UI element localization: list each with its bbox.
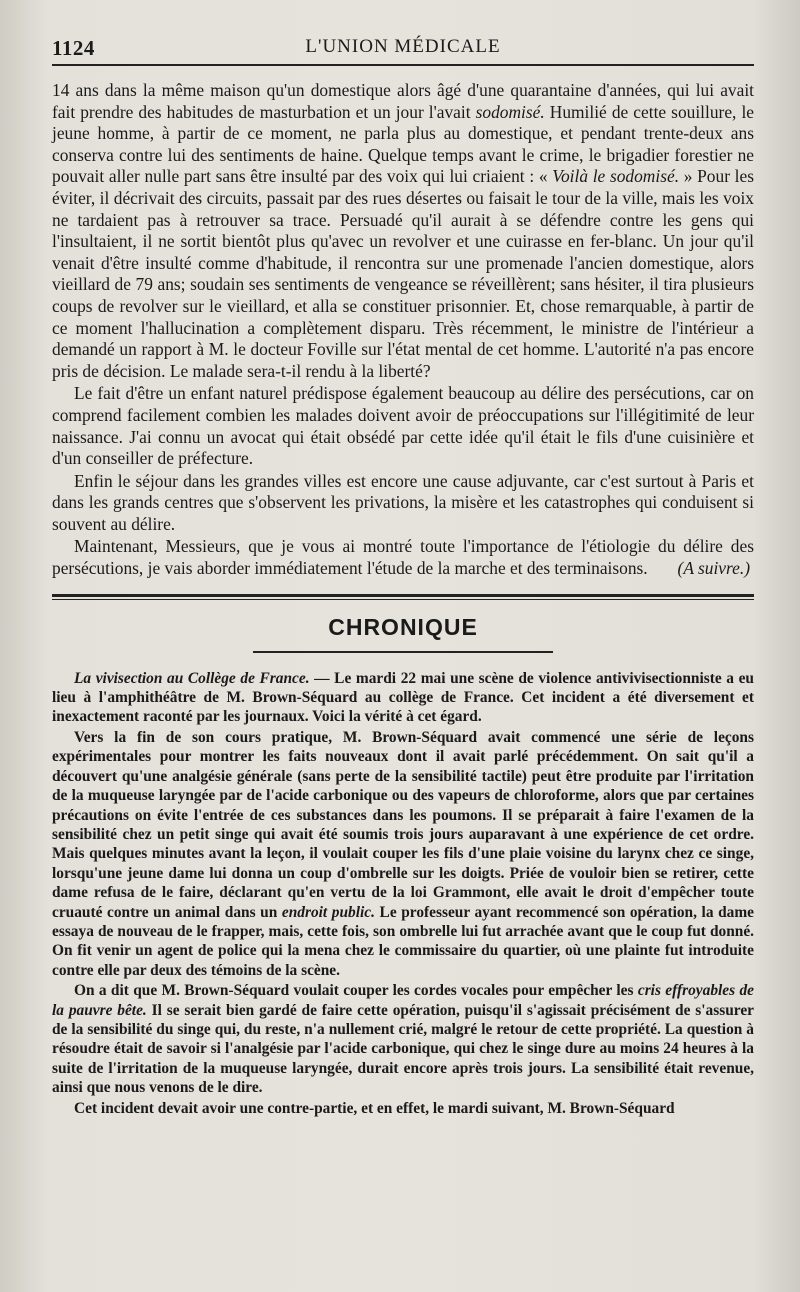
page-number: 1124 <box>52 36 95 60</box>
chronicle-paragraph-4: Cet incident devait avoir une contre-partie, et en effet, le mardi suivant, M. Brown-Séquard <box>74 1099 675 1117</box>
chronicle-paragraph-3: On a dit que M. Brown-Séquard voulait couper les cordes vocales pour empêcher les cris effroyables de la pauvre bête. Il se serait bien gardé de faire cette opération, puisqu'il s'agissait précisément de s'assurer de la sensibilité du singe qui, du reste, n'a nullement crié, malgré le retour de cette propriété. La question à résoudre était de savoir si l'analgésie par l'acide carbonique, qui chez le singe dure au moins 24 heures à la suite de l'irritation de la muqueuse laryngée, durait encore après trois jours. La sensibilité était revenue, ainsi que nous venons de le dire. <box>52 982 755 1097</box>
heading-underline <box>253 651 553 653</box>
article-paragraph-2: Le fait d'être un enfant naturel prédispose également beaucoup au délire des persécutions, car on comprend facilement combien les malades doivent avoir de préoccupations sur l'illégitimité de leur naissance. J'ai connu un avocat qui était obsédé par cette idée qu'il était le fils d'une cuisinière et d'un conseiller de préfecture. <box>52 383 754 469</box>
chronicle-body <box>52 669 754 1118</box>
chronicle-paragraph-2: Vers la fin de son cours pratique, M. Brown-Séquard avait commencé une série de leçons expérimentales pour montrer les faits nouveaux dont il avait parlé précédemment. On sait qu'il a découvert qu'une analgésie générale (sans perte de la sensibilité tactile) peut être produite par l'irritation de la muqueuse laryngée par de l'acide carbonique ou des vapeurs de chloroforme, alors que par certaines précautions on évite l'entrée de ces substances dans les poumons. Il se préparait à faire l'examen de la sensibilité chez un petit singe qui avait été soumis trois jours auparavant à une expérience de cet ordre. Mais quelques minutes avant la leçon, il voulait couper les fils d'une plaie voisine du larynx chez ce singe, lorsqu'une jeune dame lui donna un coup d'ombrelle sur les doigts. Priée de vouloir bien se retirer, cette dame refusa de le faire, déclarant qu'en vertu de la loi Grammont, elle avait le droit d'empêcher toute cruauté contre un animal dans un endroit public. Le professeur ayant recommencé son opération, la dame essaya de nouveau de le frapper, mais, cette fois, son ombrelle lui fut arrachée avant que le coup fut donné. On fit venir un agent de police qui la mena chez le commissaire du quartier, où une plainte fut introduite contre elle par deux des témoins de la scène. <box>52 728 754 979</box>
article-paragraph-1: 14 ans dans la même maison qu'un domestique alors âgé d'une quarantaine d'années, qui lui avait fait prendre des habitudes de masturbation et un jour l'avait sodomisé. Humilié de cette souillure, le jeune homme, à partir de ce moment, ne parla plus au domestique, et pendant trente-deux ans conserva contre lui des sentiments de haine. Quelque temps avant le crime, le brigadier forestier ne pouvait aller nulle part sans être insulté par des voix qui lui criaient : « Voilà le sodomisé. » Pour les éviter, il décrivait des circuits, passait par des rues désertes ou faisait le tour de la ville, mais les voix ne tardaient pas à retrouver sa trace. Persuadé qu'il aurait à se défendre contre les gens qui l'insultaient, il ne sortit bientôt plus qu'avec un revolver et une cuirasse en fer-blanc. Un jour qu'il venait d'être insulté comme d'habitude, il rencontra sur une promenade l'ancien domestique, alors vieillard de 79 ans; soudain ses sentiments de vengeance se réveillèrent; sans hésiter, il tira plusieurs coups de revolver sur le vieillard, et alla se constituer prisonnier. Et, chose remarquable, à partir de ce moment l'hallucination a complètement disparu. Très récemment, le ministre de l'intérieur a demandé un rapport à M. le docteur Foville sur l'état mental de cet homme. L'autorité n'a pas encore pris de décision. Le malade sera-t-il rendu à la liberté? <box>52 80 755 381</box>
article-paragraph-3: Enfin le séjour dans les grandes villes est encore une cause adjuvante, car c'est surtout à Paris et dans les grands centres que s'observent les privations, la misère et les catastrophes qui conduisent si souvent au délire. <box>52 470 754 534</box>
emphasis-text: endroit public. <box>281 903 375 921</box>
chronicle-paragraph-1: La vivisection au Collège de France. — Le mardi 22 mai une scène de violence antivivisectionniste a eu lieu à l'amphithéâtre de M. Brown-Séquard au collège de France. Cet incident a été diversement et inexactement raconté par les journaux. Voici la vérité à cet égard. <box>52 669 754 726</box>
emphasis-text: sodomisé. <box>475 101 545 122</box>
article-body <box>52 80 754 580</box>
article-paragraph-4: Maintenant, Messieurs, que je vous ai montré toute l'importance de l'étiologie du délire des persécutions, je vais aborder immédiatement l'étude de la marche et des terminaisons. (A suivre.) <box>52 536 754 579</box>
page-header <box>52 30 754 66</box>
section-divider <box>52 594 754 600</box>
emphasis-text: cris effroyables de la pauvre bête. <box>52 982 754 1019</box>
emphasis-text: Voilà le sodomisé. <box>552 166 680 187</box>
chronicle-lead-title: La vivisection au Collège de France. <box>74 669 310 687</box>
section-heading: CHRONIQUE <box>328 613 478 640</box>
to-be-continued: (A suivre.) <box>677 558 750 579</box>
journal-title: L'UNION MÉDICALE <box>305 36 501 57</box>
